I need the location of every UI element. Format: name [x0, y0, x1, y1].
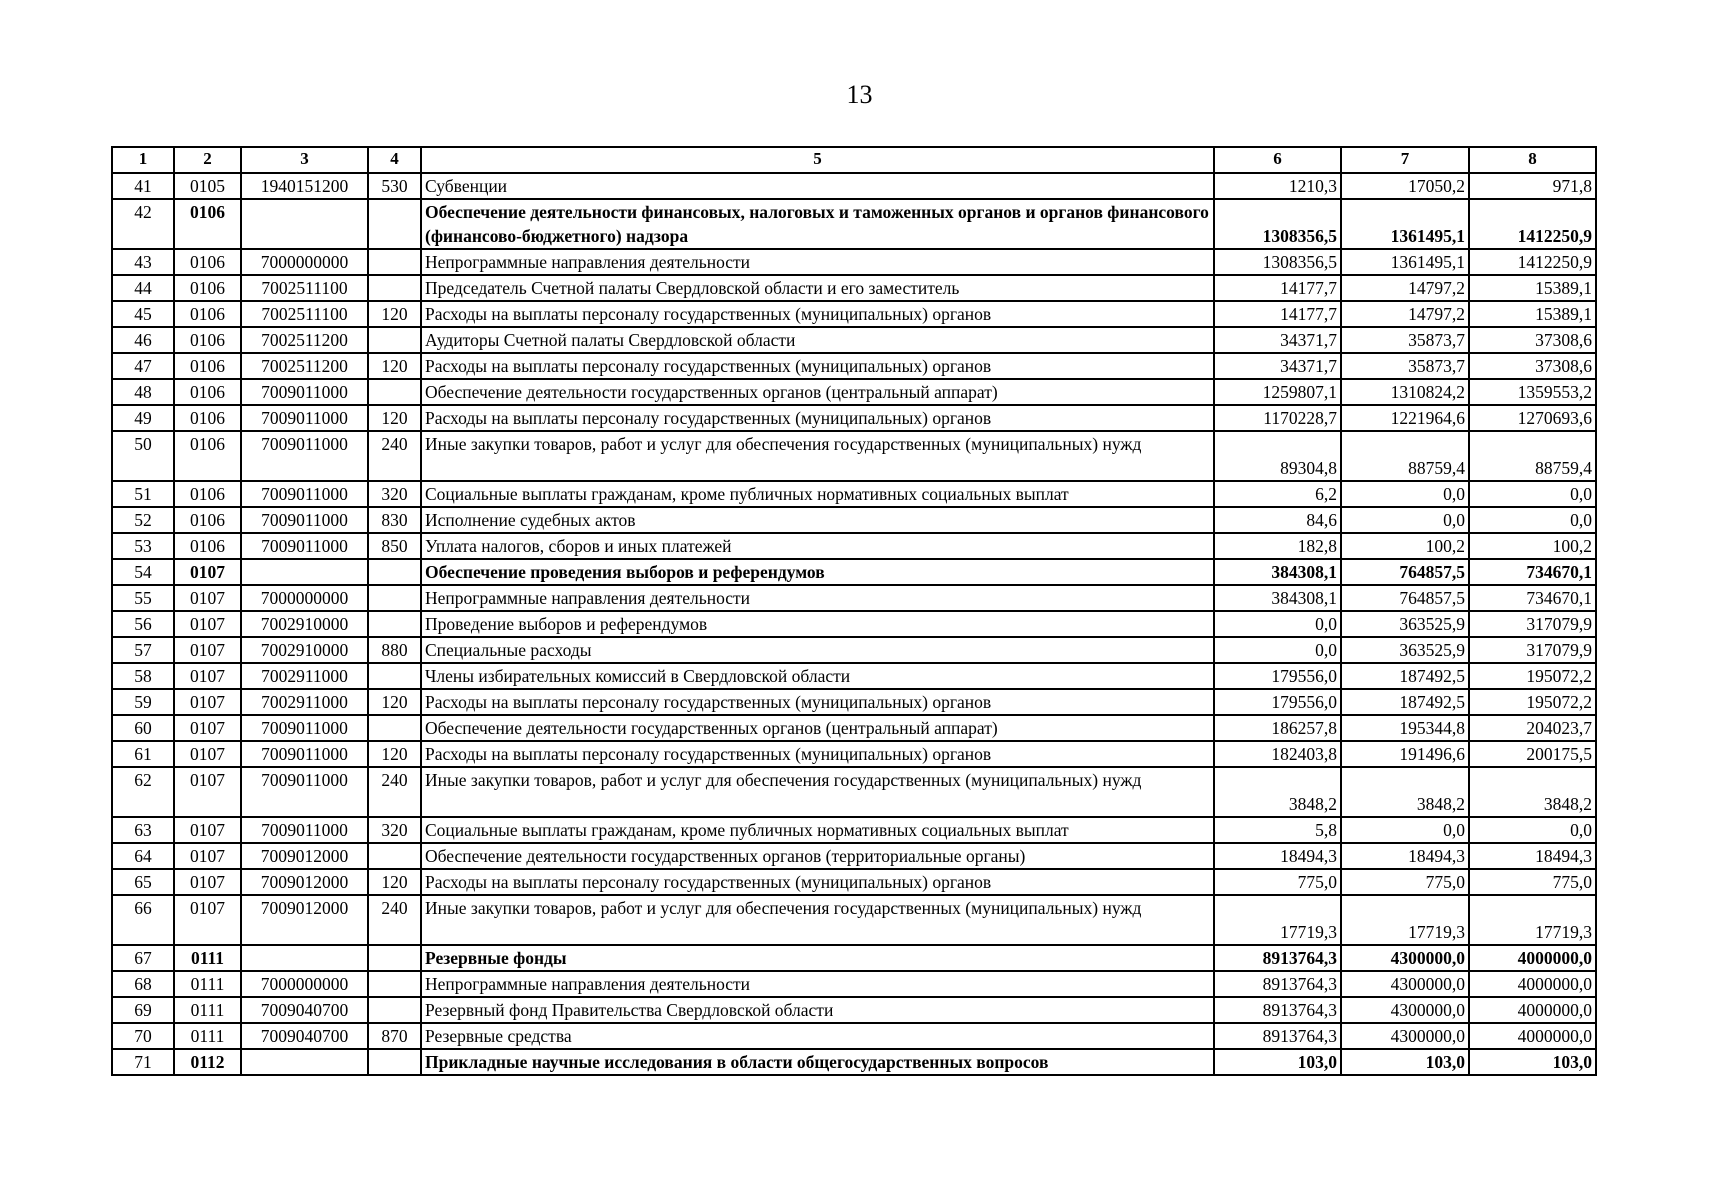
expense-type-cell: 320 — [368, 817, 421, 843]
amount-col8-cell: 204023,7 — [1469, 715, 1596, 741]
expense-type-cell: 120 — [368, 301, 421, 327]
table-row — [112, 559, 1596, 585]
amount-col7-cell: 187492,5 — [1341, 689, 1469, 715]
amount-col7-cell: 17050,2 — [1341, 173, 1469, 199]
target-article-cell — [241, 1049, 368, 1075]
row-number-cell: 63 — [112, 817, 174, 843]
expense-type-cell — [368, 843, 421, 869]
amount-col8-cell: 317079,9 — [1469, 637, 1596, 663]
amount-col6-cell: 179556,0 — [1214, 663, 1341, 689]
expense-type-cell — [368, 199, 421, 249]
table-row — [112, 767, 1596, 817]
description-cell: Уплата налогов, сборов и иных платежей — [421, 533, 1214, 559]
amount-col7-cell: 191496,6 — [1341, 741, 1469, 767]
row-number-cell: 42 — [112, 199, 174, 249]
section-code-cell: 0107 — [174, 689, 241, 715]
amount-col7-cell: 4300000,0 — [1341, 1023, 1469, 1049]
amount-col8-cell: 0,0 — [1469, 481, 1596, 507]
amount-col8-cell: 3848,2 — [1469, 767, 1596, 817]
expense-type-cell: 120 — [368, 353, 421, 379]
amount-col6-cell: 1259807,1 — [1214, 379, 1341, 405]
row-number-cell: 47 — [112, 353, 174, 379]
row-number-cell: 67 — [112, 945, 174, 971]
row-number-cell: 51 — [112, 481, 174, 507]
amount-col7-cell: 187492,5 — [1341, 663, 1469, 689]
table-row — [112, 663, 1596, 689]
target-article-cell — [241, 199, 368, 249]
row-number-cell: 65 — [112, 869, 174, 895]
description-cell: Расходы на выплаты персоналу государственных (муниципальных) органов — [421, 301, 1214, 327]
section-code-cell: 0107 — [174, 585, 241, 611]
expense-type-cell: 240 — [368, 431, 421, 481]
target-article-cell: 7000000000 — [241, 585, 368, 611]
amount-col7-cell: 3848,2 — [1341, 767, 1469, 817]
description-cell: Непрограммные направления деятельности — [421, 585, 1214, 611]
row-number-cell: 54 — [112, 559, 174, 585]
amount-col6-cell: 1170228,7 — [1214, 405, 1341, 431]
section-code-cell: 0106 — [174, 431, 241, 481]
row-number-cell: 56 — [112, 611, 174, 637]
amount-col6-cell: 14177,7 — [1214, 301, 1341, 327]
amount-col7-cell: 14797,2 — [1341, 301, 1469, 327]
amount-col8-cell: 4000000,0 — [1469, 971, 1596, 997]
section-code-cell: 0106 — [174, 405, 241, 431]
amount-col7-cell: 35873,7 — [1341, 327, 1469, 353]
amount-col8-cell: 775,0 — [1469, 869, 1596, 895]
description-cell: Иные закупки товаров, работ и услуг для обеспечения государственных (муниципальных) нужд — [421, 767, 1214, 817]
amount-col6-cell: 182,8 — [1214, 533, 1341, 559]
amount-col8-cell: 15389,1 — [1469, 301, 1596, 327]
target-article-cell: 7002911000 — [241, 689, 368, 715]
table-row — [112, 405, 1596, 431]
table-row — [112, 637, 1596, 663]
section-code-cell: 0107 — [174, 715, 241, 741]
target-article-cell: 7009012000 — [241, 843, 368, 869]
amount-col8-cell: 195072,2 — [1469, 663, 1596, 689]
amount-col6-cell: 384308,1 — [1214, 559, 1341, 585]
section-code-cell: 0107 — [174, 559, 241, 585]
target-article-cell: 7002911000 — [241, 663, 368, 689]
amount-col6-cell: 34371,7 — [1214, 327, 1341, 353]
amount-col6-cell: 34371,7 — [1214, 353, 1341, 379]
amount-col6-cell: 186257,8 — [1214, 715, 1341, 741]
section-code-cell: 0111 — [174, 945, 241, 971]
amount-col7-cell: 775,0 — [1341, 869, 1469, 895]
row-number-cell: 53 — [112, 533, 174, 559]
row-number-cell: 60 — [112, 715, 174, 741]
section-code-cell: 0107 — [174, 741, 241, 767]
target-article-cell: 7009011000 — [241, 817, 368, 843]
section-code-cell: 0112 — [174, 1049, 241, 1075]
description-cell: Непрограммные направления деятельности — [421, 249, 1214, 275]
expense-type-cell — [368, 663, 421, 689]
section-code-cell: 0107 — [174, 767, 241, 817]
header-cell-5: 5 — [421, 147, 1214, 173]
row-number-cell: 45 — [112, 301, 174, 327]
description-cell: Субвенции — [421, 173, 1214, 199]
description-cell: Обеспечение деятельности государственных органов (территориальные органы) — [421, 843, 1214, 869]
amount-col7-cell: 363525,9 — [1341, 611, 1469, 637]
amount-col8-cell: 18494,3 — [1469, 843, 1596, 869]
amount-col7-cell: 1361495,1 — [1341, 249, 1469, 275]
section-code-cell: 0111 — [174, 971, 241, 997]
row-number-cell: 50 — [112, 431, 174, 481]
expense-type-cell — [368, 1049, 421, 1075]
expense-type-cell: 830 — [368, 507, 421, 533]
amount-col8-cell: 1359553,2 — [1469, 379, 1596, 405]
row-number-cell: 59 — [112, 689, 174, 715]
amount-col6-cell: 1210,3 — [1214, 173, 1341, 199]
target-article-cell: 1940151200 — [241, 173, 368, 199]
description-cell: Социальные выплаты гражданам, кроме публичных нормативных социальных выплат — [421, 481, 1214, 507]
target-article-cell: 7002910000 — [241, 611, 368, 637]
target-article-cell: 7009040700 — [241, 997, 368, 1023]
description-cell: Социальные выплаты гражданам, кроме публичных нормативных социальных выплат — [421, 817, 1214, 843]
amount-col6-cell: 179556,0 — [1214, 689, 1341, 715]
amount-col6-cell: 89304,8 — [1214, 431, 1341, 481]
description-cell: Председатель Счетной палаты Свердловской области и его заместитель — [421, 275, 1214, 301]
section-code-cell: 0106 — [174, 533, 241, 559]
row-number-cell: 66 — [112, 895, 174, 945]
table-row — [112, 869, 1596, 895]
amount-col6-cell: 384308,1 — [1214, 585, 1341, 611]
row-number-cell: 46 — [112, 327, 174, 353]
section-code-cell: 0107 — [174, 895, 241, 945]
table-row — [112, 997, 1596, 1023]
amount-col6-cell: 0,0 — [1214, 611, 1341, 637]
expense-type-cell: 120 — [368, 869, 421, 895]
target-article-cell: 7000000000 — [241, 971, 368, 997]
header-cell-3: 3 — [241, 147, 368, 173]
amount-col7-cell: 17719,3 — [1341, 895, 1469, 945]
page-number: 13 — [846, 80, 873, 109]
target-article-cell: 7009011000 — [241, 767, 368, 817]
target-article-cell: 7009011000 — [241, 715, 368, 741]
amount-col8-cell: 15389,1 — [1469, 275, 1596, 301]
row-number-cell: 52 — [112, 507, 174, 533]
row-number-cell: 44 — [112, 275, 174, 301]
description-cell: Аудиторы Счетной палаты Свердловской области — [421, 327, 1214, 353]
amount-col6-cell: 84,6 — [1214, 507, 1341, 533]
header-row — [112, 147, 1596, 173]
amount-col6-cell: 17719,3 — [1214, 895, 1341, 945]
section-code-cell: 0106 — [174, 199, 241, 249]
amount-col8-cell: 0,0 — [1469, 507, 1596, 533]
amount-col6-cell: 3848,2 — [1214, 767, 1341, 817]
amount-col7-cell: 764857,5 — [1341, 559, 1469, 585]
table-row — [112, 843, 1596, 869]
row-number-cell: 64 — [112, 843, 174, 869]
table-row — [112, 585, 1596, 611]
amount-col6-cell: 1308356,5 — [1214, 199, 1341, 249]
section-code-cell: 0111 — [174, 997, 241, 1023]
expense-type-cell: 240 — [368, 895, 421, 945]
amount-col7-cell: 764857,5 — [1341, 585, 1469, 611]
expense-type-cell: 870 — [368, 1023, 421, 1049]
budget-table — [111, 146, 1597, 1076]
table-row — [112, 173, 1596, 199]
section-code-cell: 0111 — [174, 1023, 241, 1049]
amount-col6-cell: 18494,3 — [1214, 843, 1341, 869]
row-number-cell: 41 — [112, 173, 174, 199]
section-code-cell: 0107 — [174, 817, 241, 843]
table-row — [112, 275, 1596, 301]
table-row — [112, 741, 1596, 767]
target-article-cell: 7009011000 — [241, 405, 368, 431]
table-row — [112, 817, 1596, 843]
header-cell-2: 2 — [174, 147, 241, 173]
expense-type-cell — [368, 715, 421, 741]
section-code-cell: 0106 — [174, 379, 241, 405]
amount-col8-cell: 1412250,9 — [1469, 249, 1596, 275]
amount-col8-cell: 100,2 — [1469, 533, 1596, 559]
target-article-cell: 7009011000 — [241, 507, 368, 533]
row-number-cell: 70 — [112, 1023, 174, 1049]
amount-col7-cell: 4300000,0 — [1341, 945, 1469, 971]
amount-col7-cell: 14797,2 — [1341, 275, 1469, 301]
section-code-cell: 0106 — [174, 249, 241, 275]
section-code-cell: 0107 — [174, 637, 241, 663]
header-cell-6: 6 — [1214, 147, 1341, 173]
description-cell: Резервные фонды — [421, 945, 1214, 971]
description-cell: Резервный фонд Правительства Свердловской области — [421, 997, 1214, 1023]
expense-type-cell: 880 — [368, 637, 421, 663]
description-cell: Расходы на выплаты персоналу государственных (муниципальных) органов — [421, 869, 1214, 895]
amount-col8-cell: 195072,2 — [1469, 689, 1596, 715]
row-number-cell: 55 — [112, 585, 174, 611]
amount-col8-cell: 4000000,0 — [1469, 1023, 1596, 1049]
table-row — [112, 689, 1596, 715]
expense-type-cell — [368, 327, 421, 353]
description-cell: Резервные средства — [421, 1023, 1214, 1049]
row-number-cell: 43 — [112, 249, 174, 275]
table-body — [112, 173, 1596, 1075]
target-article-cell: 7000000000 — [241, 249, 368, 275]
description-cell: Расходы на выплаты персоналу государственных (муниципальных) органов — [421, 405, 1214, 431]
expense-type-cell — [368, 971, 421, 997]
amount-col7-cell: 35873,7 — [1341, 353, 1469, 379]
row-number-cell: 62 — [112, 767, 174, 817]
row-number-cell: 48 — [112, 379, 174, 405]
target-article-cell: 7009011000 — [241, 533, 368, 559]
table-row — [112, 533, 1596, 559]
amount-col6-cell: 8913764,3 — [1214, 1023, 1341, 1049]
row-number-cell: 69 — [112, 997, 174, 1023]
target-article-cell: 7009011000 — [241, 431, 368, 481]
amount-col8-cell: 88759,4 — [1469, 431, 1596, 481]
description-cell: Члены избирательных комиссий в Свердловской области — [421, 663, 1214, 689]
amount-col7-cell: 1221964,6 — [1341, 405, 1469, 431]
target-article-cell: 7009040700 — [241, 1023, 368, 1049]
target-article-cell — [241, 559, 368, 585]
section-code-cell: 0106 — [174, 327, 241, 353]
table-row — [112, 1023, 1596, 1049]
table-row — [112, 945, 1596, 971]
expense-type-cell — [368, 559, 421, 585]
description-cell: Исполнение судебных актов — [421, 507, 1214, 533]
amount-col7-cell: 18494,3 — [1341, 843, 1469, 869]
amount-col7-cell: 4300000,0 — [1341, 971, 1469, 997]
table-row — [112, 507, 1596, 533]
header-cell-4: 4 — [368, 147, 421, 173]
amount-col8-cell: 17719,3 — [1469, 895, 1596, 945]
amount-col7-cell: 0,0 — [1341, 817, 1469, 843]
description-cell: Расходы на выплаты персоналу государственных (муниципальных) органов — [421, 689, 1214, 715]
expense-type-cell — [368, 379, 421, 405]
amount-col8-cell: 1270693,6 — [1469, 405, 1596, 431]
row-number-cell: 57 — [112, 637, 174, 663]
amount-col7-cell: 363525,9 — [1341, 637, 1469, 663]
amount-col6-cell: 6,2 — [1214, 481, 1341, 507]
description-cell: Специальные расходы — [421, 637, 1214, 663]
target-article-cell: 7002511100 — [241, 275, 368, 301]
table-row — [112, 379, 1596, 405]
target-article-cell: 7002511200 — [241, 327, 368, 353]
table-row — [112, 1049, 1596, 1075]
amount-col7-cell: 1310824,2 — [1341, 379, 1469, 405]
description-cell: Обеспечение деятельности государственных органов (центральный аппарат) — [421, 379, 1214, 405]
expense-type-cell — [368, 997, 421, 1023]
expense-type-cell: 120 — [368, 689, 421, 715]
expense-type-cell — [368, 275, 421, 301]
section-code-cell: 0106 — [174, 481, 241, 507]
section-code-cell: 0107 — [174, 611, 241, 637]
table-row — [112, 971, 1596, 997]
table-row — [112, 353, 1596, 379]
description-cell: Обеспечение деятельности финансовых, налоговых и таможенных органов и органов финансового (финансово-бюджетного) надзора — [421, 199, 1214, 249]
section-code-cell: 0106 — [174, 507, 241, 533]
amount-col8-cell: 317079,9 — [1469, 611, 1596, 637]
target-article-cell: 7002511100 — [241, 301, 368, 327]
amount-col8-cell: 4000000,0 — [1469, 945, 1596, 971]
table-row — [112, 199, 1596, 249]
expense-type-cell: 530 — [368, 173, 421, 199]
amount-col7-cell: 4300000,0 — [1341, 997, 1469, 1023]
amount-col7-cell: 1361495,1 — [1341, 199, 1469, 249]
amount-col6-cell: 8913764,3 — [1214, 971, 1341, 997]
expense-type-cell: 320 — [368, 481, 421, 507]
amount-col8-cell: 37308,6 — [1469, 353, 1596, 379]
table-row — [112, 715, 1596, 741]
table-row — [112, 481, 1596, 507]
amount-col6-cell: 182403,8 — [1214, 741, 1341, 767]
row-number-cell: 68 — [112, 971, 174, 997]
target-article-cell: 7009012000 — [241, 869, 368, 895]
target-article-cell: 7002511200 — [241, 353, 368, 379]
row-number-cell: 58 — [112, 663, 174, 689]
amount-col6-cell: 775,0 — [1214, 869, 1341, 895]
amount-col6-cell: 8913764,3 — [1214, 945, 1341, 971]
amount-col7-cell: 100,2 — [1341, 533, 1469, 559]
amount-col6-cell: 1308356,5 — [1214, 249, 1341, 275]
expense-type-cell: 120 — [368, 405, 421, 431]
amount-col7-cell: 195344,8 — [1341, 715, 1469, 741]
amount-col7-cell: 0,0 — [1341, 507, 1469, 533]
amount-col7-cell: 88759,4 — [1341, 431, 1469, 481]
section-code-cell: 0106 — [174, 301, 241, 327]
expense-type-cell — [368, 945, 421, 971]
table-row — [112, 611, 1596, 637]
description-cell: Прикладные научные исследования в области общегосударственных вопросов — [421, 1049, 1214, 1075]
amount-col6-cell: 0,0 — [1214, 637, 1341, 663]
row-number-cell: 49 — [112, 405, 174, 431]
amount-col6-cell: 8913764,3 — [1214, 997, 1341, 1023]
table-row — [112, 249, 1596, 275]
row-number-cell: 61 — [112, 741, 174, 767]
amount-col8-cell: 971,8 — [1469, 173, 1596, 199]
row-number-cell: 71 — [112, 1049, 174, 1075]
table-row — [112, 895, 1596, 945]
description-cell: Проведение выборов и референдумов — [421, 611, 1214, 637]
table-row — [112, 327, 1596, 353]
amount-col7-cell: 103,0 — [1341, 1049, 1469, 1075]
amount-col8-cell: 734670,1 — [1469, 585, 1596, 611]
header-cell-1: 1 — [112, 147, 174, 173]
table-row — [112, 431, 1596, 481]
amount-col8-cell: 734670,1 — [1469, 559, 1596, 585]
amount-col8-cell: 200175,5 — [1469, 741, 1596, 767]
amount-col7-cell: 0,0 — [1341, 481, 1469, 507]
section-code-cell: 0106 — [174, 275, 241, 301]
amount-col8-cell: 1412250,9 — [1469, 199, 1596, 249]
expense-type-cell — [368, 249, 421, 275]
description-cell: Иные закупки товаров, работ и услуг для обеспечения государственных (муниципальных) нужд — [421, 431, 1214, 481]
amount-col6-cell: 103,0 — [1214, 1049, 1341, 1075]
expense-type-cell: 120 — [368, 741, 421, 767]
target-article-cell: 7009011000 — [241, 741, 368, 767]
amount-col6-cell: 5,8 — [1214, 817, 1341, 843]
target-article-cell — [241, 945, 368, 971]
description-cell: Расходы на выплаты персоналу государственных (муниципальных) органов — [421, 353, 1214, 379]
description-cell: Обеспечение деятельности государственных органов (центральный аппарат) — [421, 715, 1214, 741]
amount-col8-cell: 103,0 — [1469, 1049, 1596, 1075]
section-code-cell: 0107 — [174, 843, 241, 869]
section-code-cell: 0105 — [174, 173, 241, 199]
description-cell: Непрограммные направления деятельности — [421, 971, 1214, 997]
section-code-cell: 0106 — [174, 353, 241, 379]
amount-col8-cell: 4000000,0 — [1469, 997, 1596, 1023]
header-cell-7: 7 — [1341, 147, 1469, 173]
target-article-cell: 7009011000 — [241, 379, 368, 405]
target-article-cell: 7009011000 — [241, 481, 368, 507]
table-row — [112, 301, 1596, 327]
section-code-cell: 0107 — [174, 869, 241, 895]
amount-col6-cell: 14177,7 — [1214, 275, 1341, 301]
target-article-cell: 7009012000 — [241, 895, 368, 945]
expense-type-cell: 850 — [368, 533, 421, 559]
description-cell: Обеспечение проведения выборов и референдумов — [421, 559, 1214, 585]
header-cell-8: 8 — [1469, 147, 1596, 173]
amount-col8-cell: 0,0 — [1469, 817, 1596, 843]
target-article-cell: 7002910000 — [241, 637, 368, 663]
description-cell: Расходы на выплаты персоналу государственных (муниципальных) органов — [421, 741, 1214, 767]
amount-col8-cell: 37308,6 — [1469, 327, 1596, 353]
expense-type-cell — [368, 585, 421, 611]
section-code-cell: 0107 — [174, 663, 241, 689]
description-cell: Иные закупки товаров, работ и услуг для обеспечения государственных (муниципальных) нужд — [421, 895, 1214, 945]
expense-type-cell — [368, 611, 421, 637]
expense-type-cell: 240 — [368, 767, 421, 817]
